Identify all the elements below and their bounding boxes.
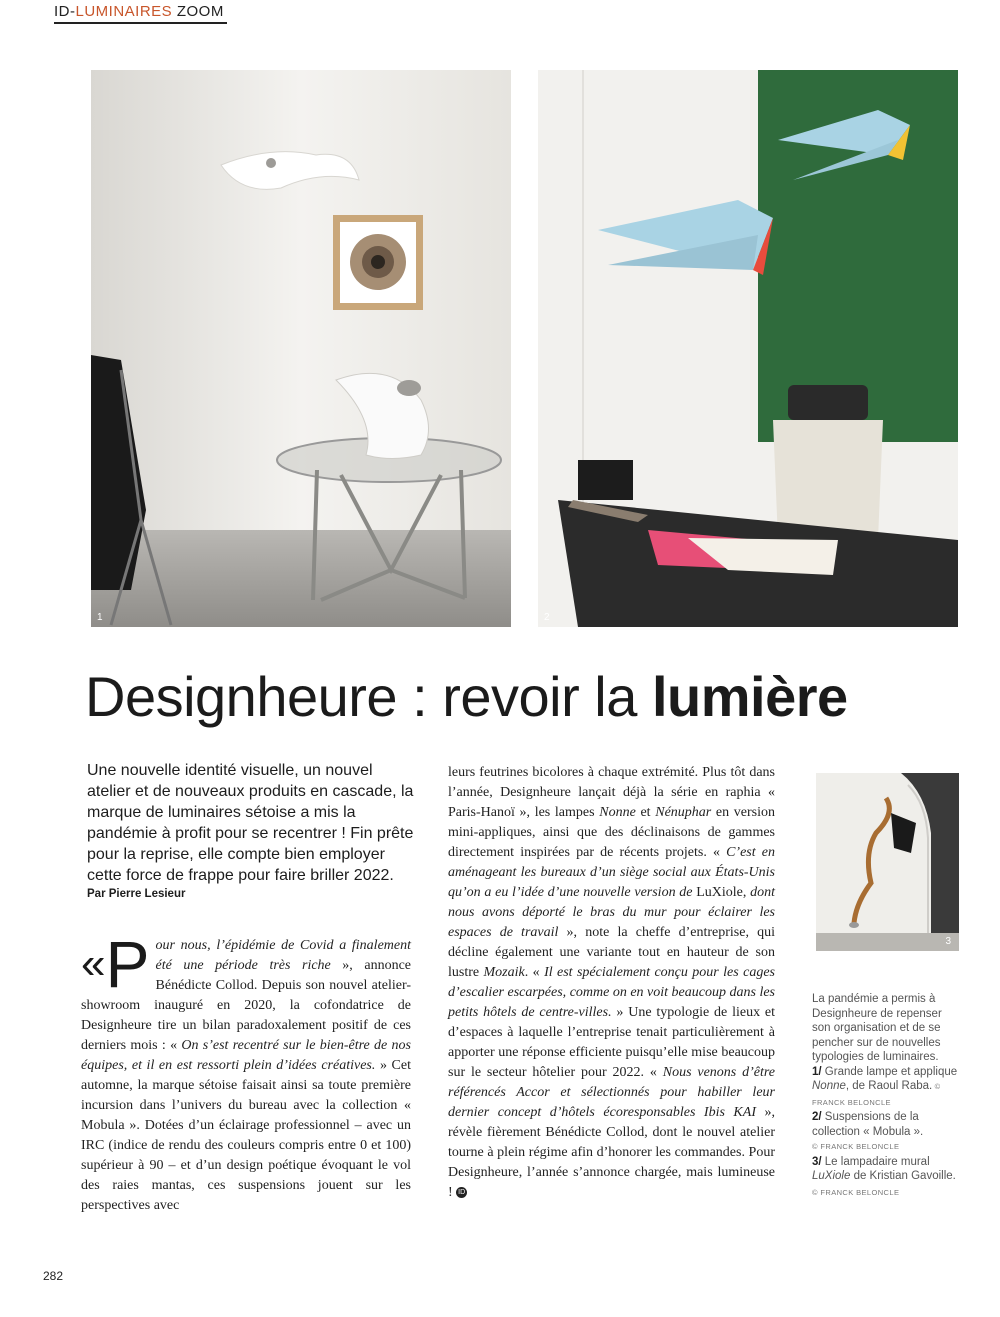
- caption-italic: Nonne: [812, 1080, 846, 1092]
- body-text: », annonce Bénédicte Collod. Depuis son nouvel atelier-showroom inauguré en 2020, la cofondatrice de Designheure tire un bilan paradoxalement positif de ces derniers mois : «: [81, 958, 411, 1053]
- photo-caption: [812, 992, 962, 1200]
- caption-text: Grande lampe et applique: [821, 1065, 958, 1078]
- article-byline: Par Pierre Lesieur: [87, 888, 186, 900]
- photo-number: 1: [97, 612, 103, 623]
- body-text: » Une typologie de lieux et d’espaces à laquelle l’entreprise tenait particulièrement à apporter une réponse efficiente puisqu’elle mise beaucoup sur le secteur hôtelier pour 2022. «: [448, 1005, 775, 1080]
- photo-credit: © FRANCK BELONCLE: [812, 1142, 900, 1151]
- caption-text: Le lampadaire mural: [821, 1155, 930, 1168]
- dropcap-quote: «: [81, 939, 106, 988]
- dropcap: [81, 927, 150, 1001]
- caption-intro: La pandémie a permis à Designheure de repenser son organisation et de se pencher sur de nouvelles typologies de luminaires.: [812, 993, 942, 1063]
- body-text: », note la cheffe d’entreprise, qui décline également une variante tout en hauteur de son lustre: [448, 925, 775, 980]
- end-mark-icon: ID: [458, 1189, 466, 1197]
- body-column-2: [448, 763, 775, 1203]
- photo-credit: © FRANCK BELONCLE: [812, 1187, 900, 1197]
- body-text: . «: [524, 965, 545, 980]
- caption-item: [812, 1110, 962, 1155]
- photo-lamp-nonne: [91, 70, 511, 627]
- body-text: ,: [742, 885, 751, 900]
- photo-mobula-illustration: [538, 70, 958, 627]
- product-name: LuXiole: [692, 885, 743, 900]
- caption-text: , de Raoul Raba.: [845, 1080, 933, 1092]
- photo-mobula-suspensions: [538, 70, 958, 627]
- quote-text: Nous venons d’être référencés Accor et sélectionnés pour habiller leur dernier concept d’hôtels écoresponsables Ibis KAI: [448, 1065, 776, 1120]
- header-prefix: ID-: [54, 3, 76, 20]
- quote-text: Il est spécialement conçu pour les cages d’escalier escarpées, comme on en voit beaucoup dans les petits hôtels de centre-villes.: [448, 965, 776, 1020]
- quote-text: dont nous avons déporté le bras du mur pour éclairer les espaces de travail: [448, 885, 775, 940]
- header-rule: [54, 22, 227, 24]
- photo-credit: © FRANCK BELONCLE: [812, 1082, 941, 1107]
- body-text: leurs feutrines bicolores à chaque extrémité. Plus tôt dans l’année, Designheure lançait déjà la série en raphia « Paris-Hanoï », les lampes: [448, 765, 775, 820]
- caption-text: Suspensions de la collection « Mobula ».: [812, 1111, 924, 1138]
- article-lead: Une nouvelle identité visuelle, un nouvel atelier et de nouveaux produits en cascade, la marque de luminaires sétoise a mis la pandémie à profit pour se recentrer ! Fin prête pour la reprise, elle compte bien employer cette force de frappe pour faire briller 2022.: [87, 762, 414, 884]
- title-bold: lumière: [651, 665, 848, 728]
- photo-lamp-nonne-illustration: [91, 70, 511, 627]
- caption-number: 2/: [812, 1111, 822, 1123]
- header-suffix: ZOOM: [172, 3, 224, 20]
- article-title: [85, 664, 945, 729]
- caption-number: 1/: [812, 1065, 822, 1078]
- body-text: » Cet automne, la marque sétoise faisait ainsi sa toute première incursion dans l’univers du bureau avec la collection « Mobula ». Dotées d’un éclairage professionnel – avec un IRC (indice de rendu des couleurs compris entre 0 et 100) supérieur à 90 – et d’un design poétique évoquant le vol des raies mantas, ces suspensions jouent sur les perspectives avec: [81, 1058, 411, 1213]
- photo-number: 3: [945, 936, 951, 947]
- photo-luxiole-illustration: [816, 773, 959, 951]
- product-name: Nénuphar: [655, 805, 712, 820]
- caption-item: [812, 1155, 962, 1201]
- body-text: », révèle fièrement Bénédicte Collod, dont le nouvel atelier tourne à plein régime afin d’honorer les commandes. Pour Designheure, l’année s’annonce chargée, mais lumineuse !: [448, 1105, 775, 1200]
- section-header: [54, 3, 224, 20]
- body-column-1: [81, 927, 411, 1216]
- product-name: Mozaik: [483, 965, 525, 980]
- dropcap-letter: P: [105, 927, 150, 1001]
- page-number: 282: [43, 1269, 64, 1283]
- caption-item: [812, 1065, 962, 1111]
- photo-luxiole-lamp: [816, 773, 959, 951]
- caption-text: de Kristian Gavoille.: [850, 1170, 956, 1182]
- body-text: et: [635, 805, 656, 820]
- quote-text: our nous, l’épidémie de Covid a finalement été une période très riche: [155, 938, 411, 973]
- product-name: Nonne: [599, 805, 636, 820]
- quote-text: On s’est recentré sur le bien-être de nos équipes, et il en est ressorti plein d’idées créatives.: [81, 1038, 411, 1073]
- body-text: en version mini-appliques, ainsi que des déclinaisons de gammes directement inspirées par de récents projets. «: [448, 805, 775, 860]
- photo-number: 2: [544, 612, 550, 623]
- caption-italic: LuXiole: [812, 1170, 851, 1182]
- title-regular: Designheure : revoir la: [85, 665, 652, 728]
- quote-text: C’est en aménageant les bureaux d’un siège social aux États-Unis qu’on a eu l’idée d’une nouvelle version de: [448, 845, 775, 900]
- header-section: LUMINAIRES: [75, 3, 173, 20]
- caption-number: 3/: [812, 1155, 822, 1168]
